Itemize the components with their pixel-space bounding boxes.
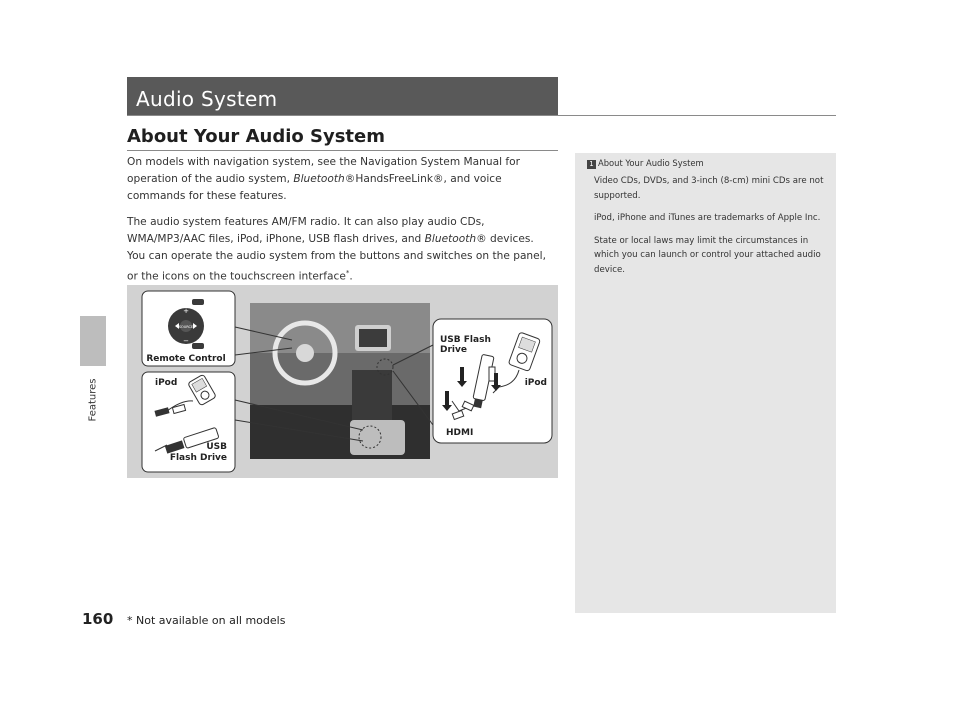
page-number: 160 [82,610,114,628]
usb-flash-drive-label-line1: USB Flash [440,335,491,345]
paragraph-features: The audio system features AM/FM radio. It can also play audio CDs, WMA/MP3/AAC files, iPod, iPhone, USB flash drives, and Bluetooth® devices. [127,216,534,245]
ipod-right-label: iPod [524,378,547,388]
usb-flash-drive-label-line2: Drive [440,345,467,355]
ipod-left-label: iPod [155,378,178,388]
section-tab-marker [80,316,106,366]
title-divider [127,115,836,116]
note-local-laws: State or local laws may limit the circumstances in which you can launch or control your attached audio device. [594,235,821,275]
usb-left-label-line1: USB [206,442,227,452]
chapter-title: Audio System [136,87,278,111]
hdmi-label: HDMI [446,428,474,438]
sidebar-notes [575,153,836,613]
svg-text:+: + [183,307,189,315]
chapter-title-bar [127,77,558,115]
section-title: About Your Audio System [127,126,385,147]
remote-control-label: Remote Control [146,354,226,364]
footnote: * Not available on all models [127,614,286,627]
paragraph-navigation: On models with navigation system, see the Navigation System Manual for operation of the audio system, Bluetooth®HandsFreeLink®, and voice commands for these features. [127,156,520,202]
svg-text:SOURCE: SOURCE [178,325,194,329]
body-text [127,154,559,295]
usb-left-label-line2: Flash Drive [169,453,227,463]
svg-text:−: − [183,337,189,345]
section-tab-label: Features [87,378,99,422]
paragraph-operation: You can operate the audio system from the buttons and switches on the panel, or the icons on the touchscreen interface*. [127,250,546,283]
audio-system-illustration [127,285,558,478]
note-unsupported-media: Video CDs, DVDs, and 3-inch (8-cm) mini CDs are not supported. [594,176,824,201]
sidebar-title: 1 About Your Audio System [587,158,704,169]
note-trademarks: iPod, iPhone and iTunes are trademarks of Apple Inc. [594,213,821,223]
arrow-down-icon [460,367,464,381]
section-divider [127,150,558,151]
reference-badge: 1 [587,160,596,169]
